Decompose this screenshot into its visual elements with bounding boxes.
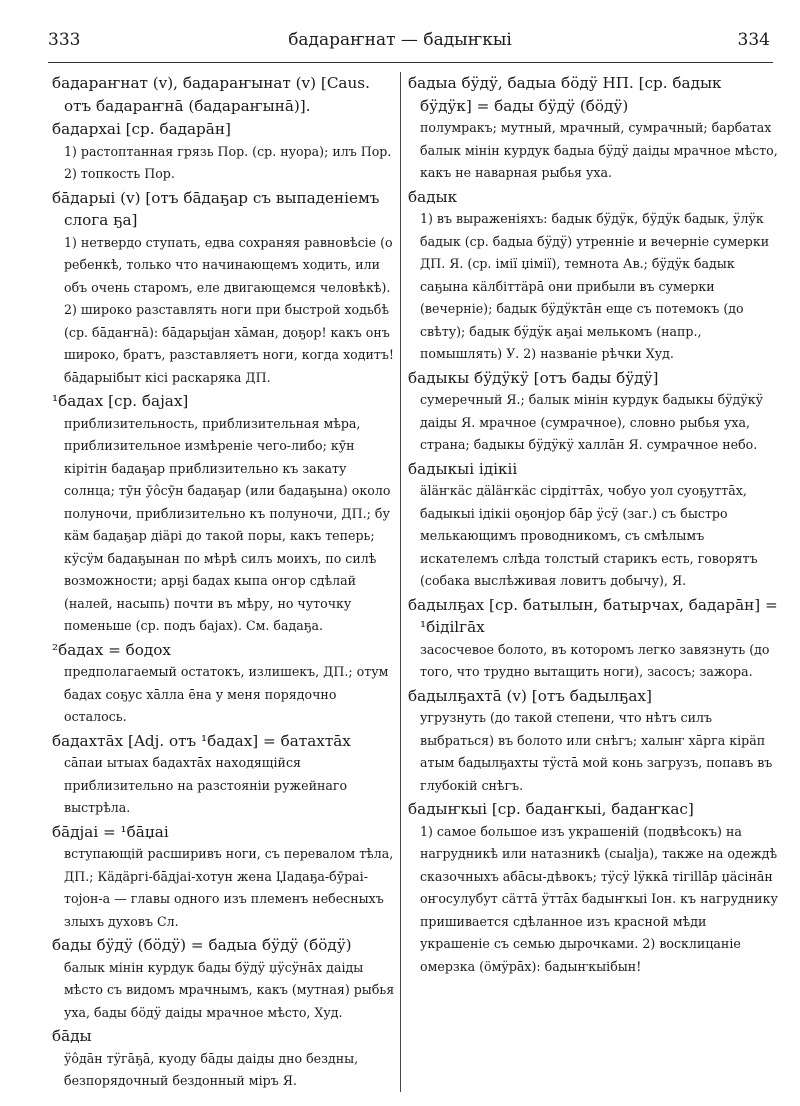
dictionary-entry	[52, 639, 396, 729]
headword: бадыкыі ідікіі	[408, 459, 518, 478]
dictionary-entry	[52, 934, 396, 1024]
headword: бадылҕах [ср. батылын, батырчах, бадарāн] = ¹бідіlгāх	[408, 595, 778, 636]
dictionary-entry	[52, 730, 396, 820]
dictionary-entry	[52, 118, 396, 186]
definition: 1) въ выраженіяхъ: бадык бӱдӱк, бӱдӱк бадык, ӱлӱк бадык (ср. бадыа бӱдӱ) утренніе и вечерніе сумерки ДП. Я. (ср. імії џімії), темнота Ав.; бӱдӱк бадык саҕына кäлбіттäрā они прибыли въ сумерки (вечерніе); бадык бӱдӱктāн еще съ потемокъ (до свѣту); бадык бӱдӱк аҕаі мелькомъ (напр., помышлять) У. 2) названіе рѣчки Худ.	[420, 211, 770, 361]
headword: бадык	[408, 187, 458, 206]
dictionary-entry	[52, 187, 396, 390]
headword: бадылҕахтā (v) [отъ бадылҕах]	[408, 686, 652, 705]
definition: äläҥкäс дäläҥкäс сірдіттāх, чобуо уол суоҕуттāх, бадыкыі ідікіі оҕонјор бāр ӱсӱ (заг.) съ быстро мелькающимъ проводникомъ, съ смѣлымъ искателемъ слѣда толстый старикъ есть, говорятъ (собака выслѣживая ловитъ добычу), Я.	[420, 483, 758, 588]
dictionary-entry	[408, 367, 778, 457]
headword: бадыҥкыі [ср. бадаҥкыі, бадаҥкас]	[408, 800, 694, 818]
dictionary-entry	[408, 186, 778, 366]
definition: сумеречный Я.; балык мінін курдук бадыкы бӱдӱкӱ даіды Я. мрачное (сумрачное), словно рыбья уха, страна; бадыкы бӱдӱкӱ халлāн Я. сумрачное небо.	[420, 392, 764, 452]
left-column	[52, 72, 396, 1096]
headword: бадыкы бӱдӱкӱ [отъ бады бӱдӱ]	[408, 368, 659, 387]
definition: 1) растоптанная грязь Пор. (ср. нуора); илъ Пор. 2) топкость Пор.	[64, 143, 392, 181]
dictionary-entry	[408, 798, 778, 978]
page-header	[0, 30, 800, 60]
headword: бадархаі [ср. бадарāн]	[52, 120, 231, 138]
headword: бадараҥнат (v), бадараҥынат (v) [Caus. отъ бадараҥнā (бадараҥынā)].	[52, 74, 370, 115]
dictionary-entry	[52, 72, 396, 117]
headword: бāдарыі (v) [отъ бāдаҕар съ выпаденіемъ слога ҕа]	[52, 188, 380, 229]
header-rule	[48, 62, 773, 63]
definition: вступающій расширивъ ноги, съ перевалом тѣла, ДП.; Кäдäргі-бāдјаі-хотун жена Џадаҕа-бӯраі-тојон-а — главы одного изъ племенъ небесныхъ злыхъ духовъ Сл.	[64, 846, 394, 929]
dictionary-entry	[408, 685, 778, 798]
definition: 1) нетвердо ступать, едва сохраняя равновѣсіе (о ребенкѣ, только что начинающемъ ходить, или объ очень старомъ, еле двигающемся человѣкѣ). 2) широко разставлять ноги при быстрой ходьбѣ (ср. бāдаҥнā): бāдарыјан хāман, доҕор! какъ онъ широко, братъ, разставляетъ ноги, когда ходитъ! бāдарыібыт кісі раскаряка ДП.	[64, 234, 394, 385]
definition: приблизительность, приблизительная мѣра, приблизительное измѣреніе чего-либо; кӯн кірітін бадаҕар приблизительно къ закату солнца; тӯн ӯôсӯн бадаҕар (или бадаҕына) около полуночи, приблизительно къ полуночи, ДП.; бу кӓм бадаҕар діäрі до такой поры, какъ теперь; кӱсӱм бадаҕынан по мѣрѣ силъ моихъ, по силѣ возможности; арҕі бадах кыпа оҥор сдѣлай (налей, насыпь) почти въ мѣру, но чуточку поменьше (ср. подъ бајах). См. бадаҕа.	[64, 415, 391, 633]
page-number-left: 333	[48, 30, 81, 50]
definition: сāпаи ытыах бадахтāх находящійся приблизительно на разстояніи ружейнаго выстрѣла.	[64, 755, 348, 815]
page-number-right: 334	[737, 30, 770, 50]
dictionary-entry	[408, 72, 778, 185]
running-head: бадараҥнат — бадыҥкыі	[288, 30, 512, 50]
headword: бады бӱдӱ (бӧдӱ) = бадыа бӱдӱ (бӧдӱ)	[52, 936, 352, 954]
headword: бадахтāх [Adj. отъ ¹бадах] = батахтāх	[52, 731, 351, 750]
definition: полумракъ; мутный, мрачный, сумрачный; барбатах балык мінін курдук бадыа бӱдӱ даіды мрачное мѣсто, какъ не наварная рыбья уха.	[420, 120, 778, 180]
dictionary-entry	[52, 1025, 396, 1093]
headword: ²бадах = бодох	[52, 640, 171, 659]
dictionary-entry	[52, 821, 396, 934]
dictionary-entry	[52, 390, 396, 638]
dictionary-entry	[408, 458, 778, 593]
definition: балык мінін курдук бады бӱдӱ џӱсӱнāх даіды мѣсто съ видомъ мрачнымъ, какъ (мутная) рыбья уха, бады бӧдӱ даіды мрачное мѣсто, Худ.	[64, 959, 395, 1020]
definition: 1) самое большое изъ украшеній (подвѣсокъ) на нагрудникѣ или натазникѣ (сыаlја), также на одеждѣ сказочныхъ абāсы-дѣвокъ; тӱсӱ lӱккā тігіllāр џäсінāн оҥосулубут сäттā ӱттāх бадыҥкыі Іон. къ нагруднику пришивается сдѣланное изъ красной мѣди украшеніе съ семью дырочками. 2) восклицаніе омерзка (öмӱрāх): бадыҥкыібын!	[420, 823, 778, 974]
definition: ӱôдāн тӱгāҕā, куоду бāды даіды дно бездны, безпорядочный бездонный міръ Я.	[64, 1050, 359, 1088]
right-column	[408, 72, 778, 1096]
headword: бадыа бӱдӱ, бадыа бӧдӱ НП. [ср. бадык бӱдӱк] = бады бӱдӱ (бӧдӱ)	[408, 74, 722, 115]
dictionary-entry	[408, 594, 778, 684]
headword: бāдјаі = ¹бāџаі	[52, 822, 169, 841]
definition: предполагаемый остатокъ, излишекъ, ДП.; отум бадах соҕус хāлла ēна у меня порядочно осталось.	[64, 664, 389, 724]
headword: бāды	[52, 1027, 92, 1045]
column-divider	[400, 72, 401, 1092]
headword: ¹бадах [ср. бајах]	[52, 392, 189, 410]
definition: угрузнуть (до такой степени, что нѣтъ силъ выбраться) въ болото или снѣгъ; халыҥ хāрга кірäп атым бадылҕахты тӱстā мой конь загрузъ, попавъ въ глубокій снѣгъ.	[420, 710, 773, 793]
definition: засосчевое болото, въ которомъ легко завязнуть (до того, что трудно вытащить ноги), засосъ; зажора.	[420, 641, 770, 679]
